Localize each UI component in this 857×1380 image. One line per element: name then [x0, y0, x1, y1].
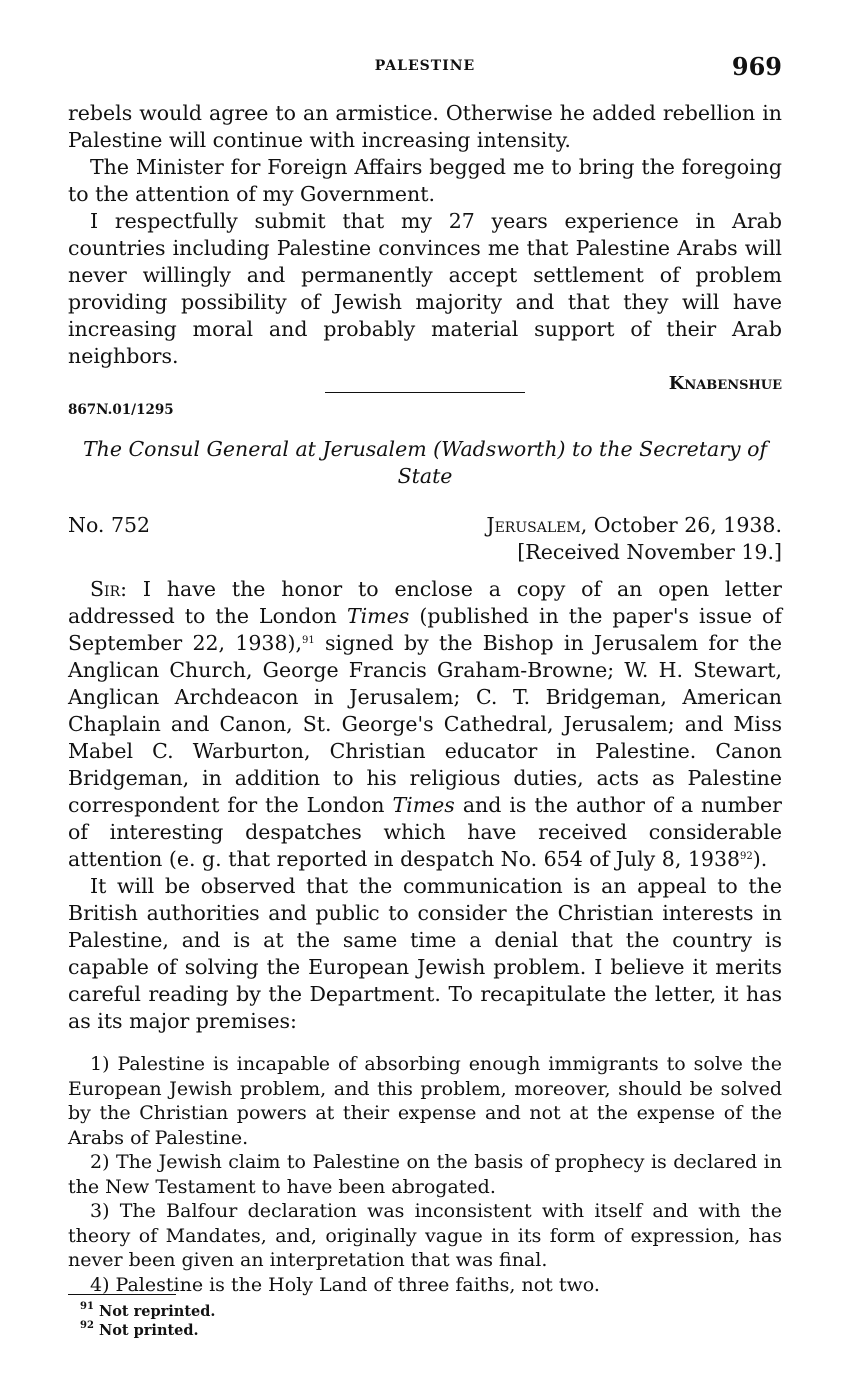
paragraph: It will be observed that the communication is an appeal to the British authorities and public to consider the Christian interests in Palestine, and is at the same time a denial that the country is capable of solving the European Jewish problem. I believe it merits careful reading by the Department. To recapitulate the letter, it has as its major premises:: [68, 874, 782, 1033]
text-run: signed by the Bishop in Jerusalem for the Anglican Church, George Francis Graham-Browne; W. H. Stewart, Anglican Archdeacon in Jerusalem; C. T. Bridgeman, American Chaplain and Canon, St. George's Cathedral, Jerusalem; and Miss Mabel C. Warburton, Christian educator in Palestine. Canon Bridgeman, in addition to his religious duties, acts as Palestine correspondent for the London: [68, 631, 782, 817]
signature: Knabenshue: [668, 373, 782, 394]
list-item: 3) The Balfour declaration was inconsistent with itself and with the theory of Mandates, and, originally vague in its form of expression, has never been given an interpretation that was final.: [68, 1200, 782, 1271]
footnotes: [80, 1302, 215, 1340]
paragraph: I respectfully submit that my 27 years experience in Arab countries including Palestine convinces me that Palestine Arabs will never willingly and permanently accept settlement of problem providing possibility of Jewish majority and that they will have increasing moral and probably material support of their Arab neighbors.: [68, 209, 782, 368]
list-item: 1) Palestine is incapable of absorbing enough immigrants to solve the European Jewish problem, and this problem, moreover, should be solved by the Christian powers at their expense and not at the expense of the Arabs of Palestine.: [68, 1053, 782, 1149]
footnote-text: Not printed.: [98, 1322, 199, 1339]
file-number: 867N.01/1295: [68, 402, 174, 418]
place-date: [486, 512, 782, 539]
text-run: (published in the paper's issue of September 22, 1938),: [68, 604, 782, 655]
date: October 26, 1938.: [593, 513, 782, 537]
letter-body: [68, 576, 782, 1035]
section-divider: [325, 392, 525, 393]
footnote-divider: [68, 1294, 176, 1295]
previous-document-text: [68, 100, 782, 415]
times-title: Times: [392, 793, 455, 817]
document-caption: The Consul General at Jerusalem (Wadsworth) to the Secretary of State: [82, 437, 768, 488]
text-run: I have the honor to enclose a copy of an open letter addressed to the London: [68, 577, 782, 628]
paragraph: [68, 576, 782, 873]
paragraph: The Minister for Foreign Affairs begged me to bring the foregoing to the attention of my Government.: [68, 155, 782, 206]
premises-list: [68, 1052, 782, 1297]
running-head: PALESTINE: [374, 58, 476, 74]
text-run: ).: [752, 847, 768, 871]
list-item: 4) Palestine is the Holy Land of three faiths, not two.: [90, 1273, 600, 1296]
dateline: [68, 512, 782, 568]
salutation: Sir:: [90, 577, 128, 601]
footnote-ref: 92: [740, 851, 753, 862]
footnote-text: Not reprinted.: [98, 1303, 216, 1320]
received-date: [Received November 19.]: [517, 540, 782, 564]
page-number: 969: [731, 52, 782, 81]
times-title: Times: [346, 604, 410, 628]
footnote-ref: 91: [302, 635, 315, 646]
paragraph: rebels would agree to an armistice. Otherwise he added rebellion in Palestine will continue with increasing intensity.: [68, 101, 782, 152]
footnote-mark: 91: [80, 1301, 94, 1312]
footnote: [80, 1302, 215, 1321]
text-run: and is the author of a number of interesting despatches which have received considerable attention (e. g. that reported in despatch No. 654 of July 8, 1938: [68, 793, 782, 871]
footnote: [80, 1321, 215, 1340]
list-item: 2) The Jewish claim to Palestine on the basis of prophecy is declared in the New Testament to have been abrogated.: [68, 1151, 782, 1198]
footnote-mark: 92: [80, 1320, 94, 1331]
place: Jerusalem,: [486, 513, 588, 537]
despatch-number: No. 752: [68, 513, 151, 537]
page-header: [68, 52, 782, 84]
